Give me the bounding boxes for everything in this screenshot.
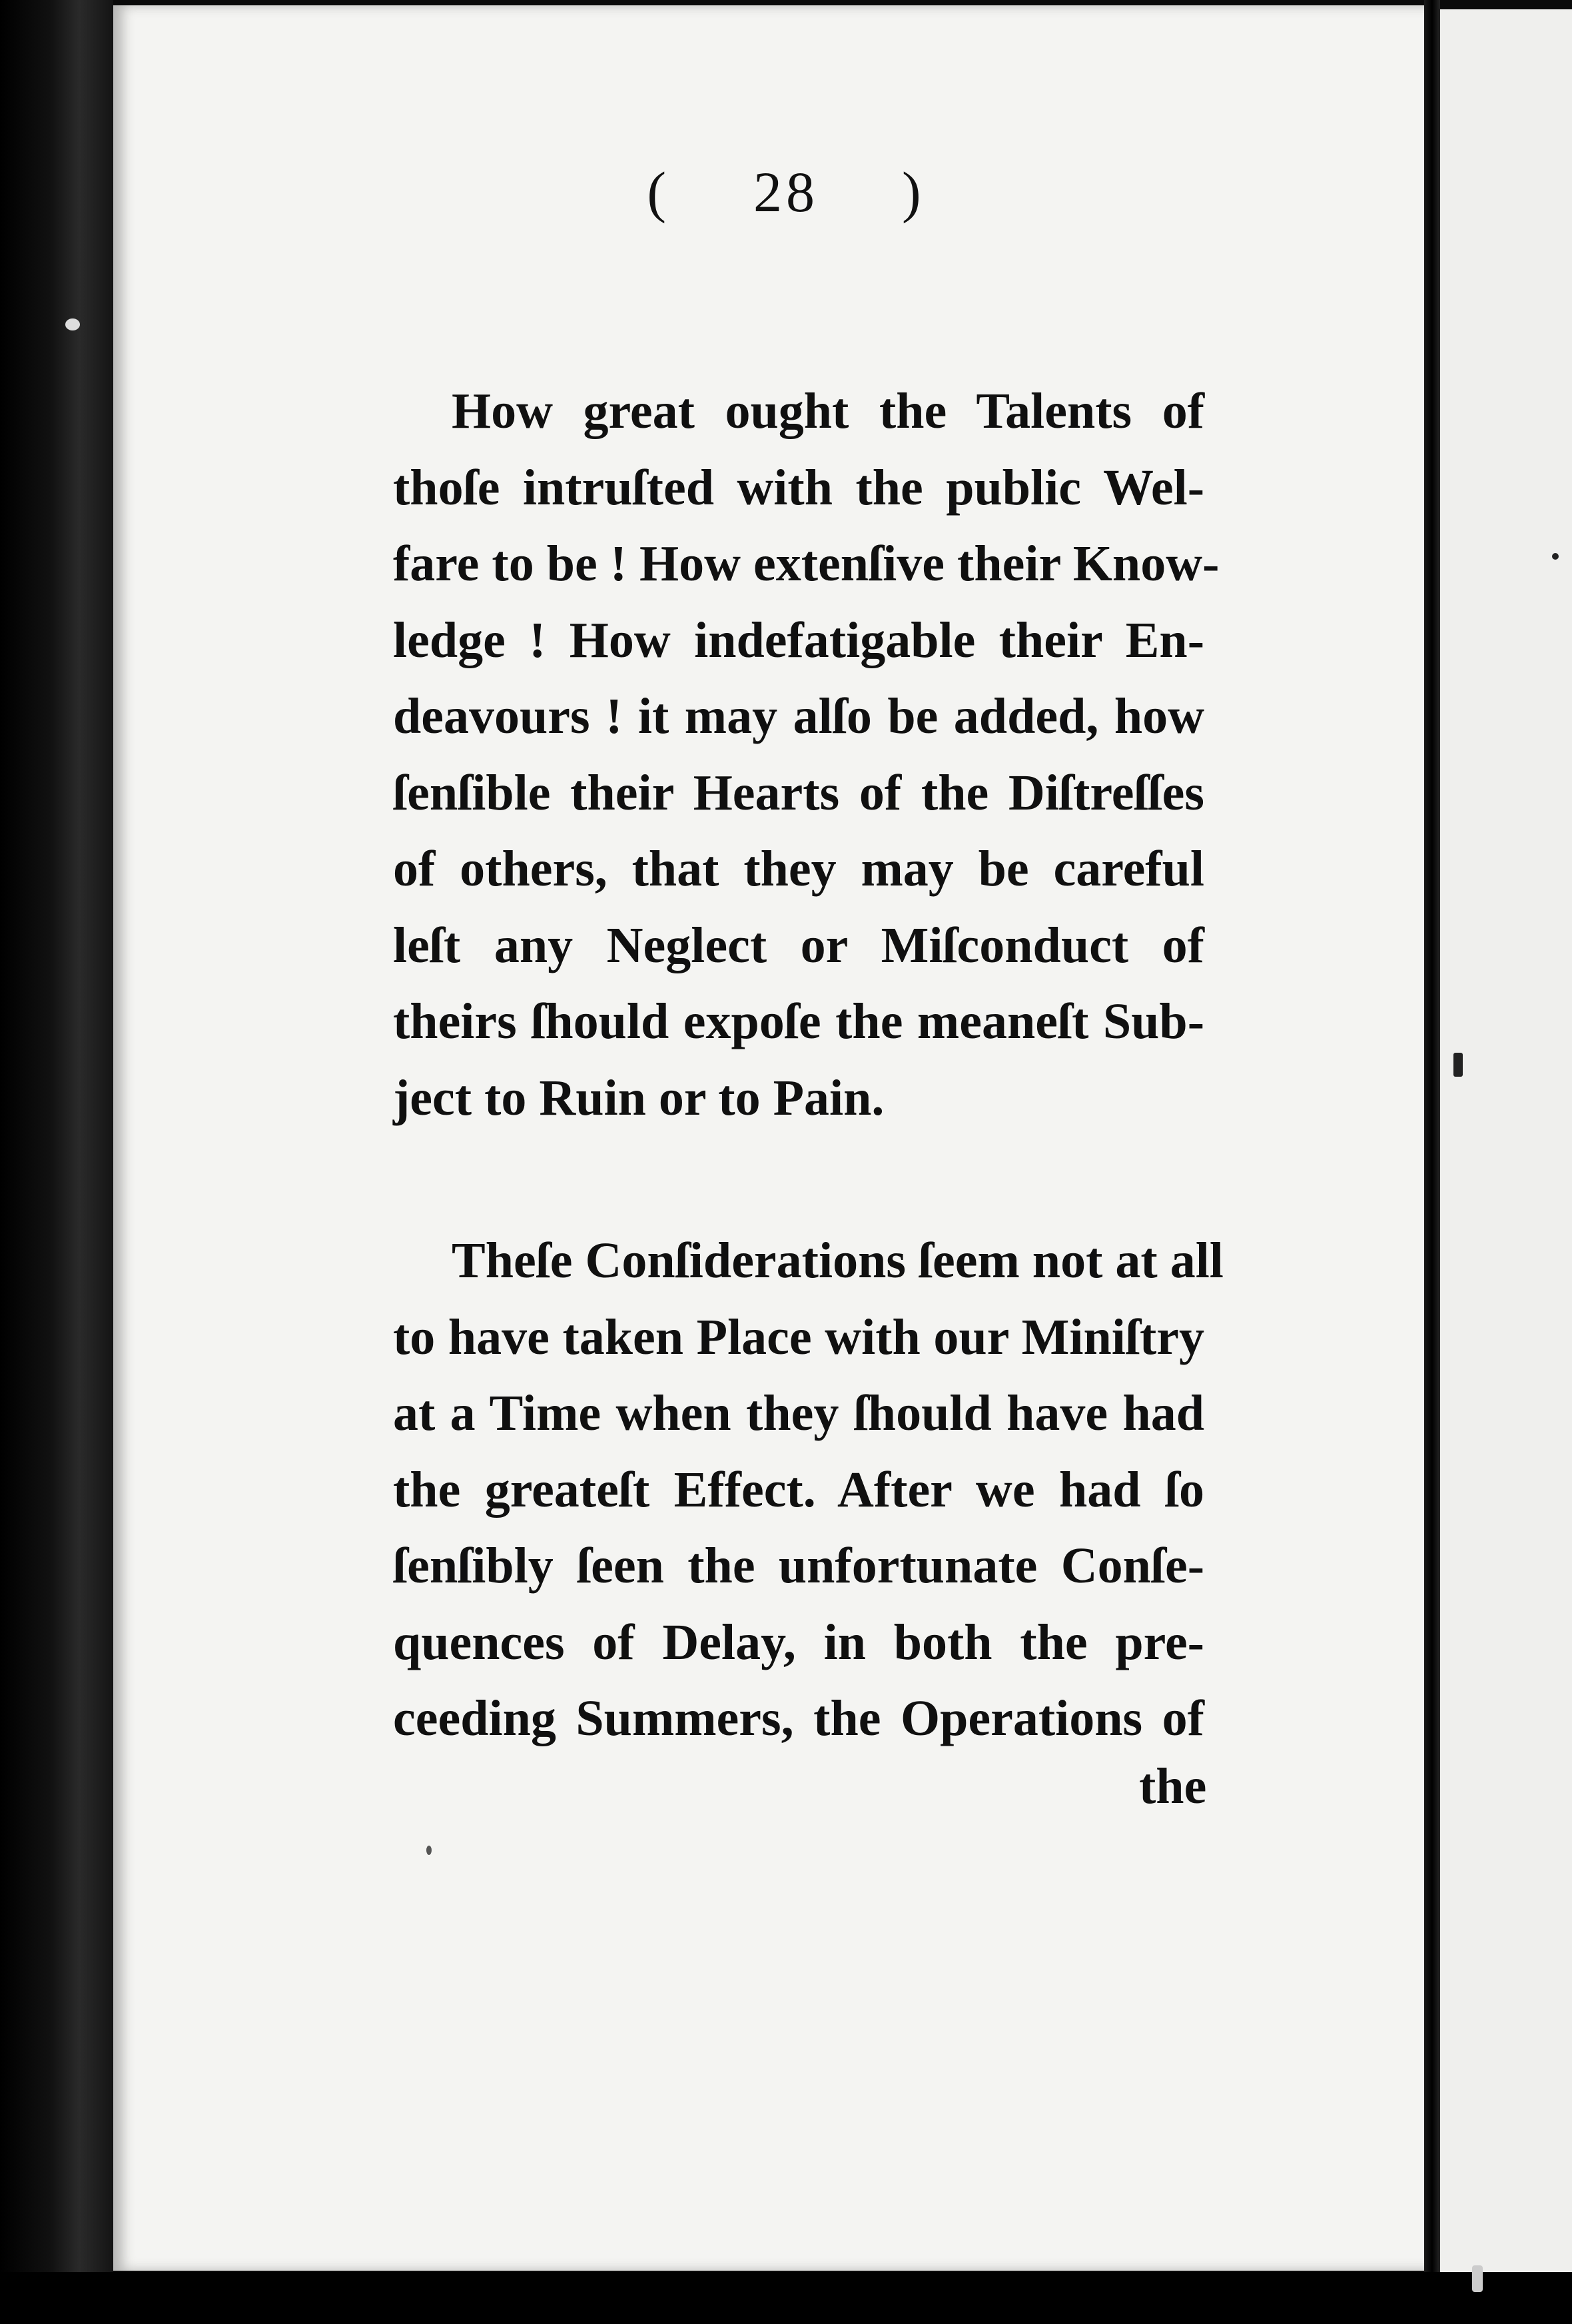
ink-speck xyxy=(1453,1053,1463,1077)
folio-close-paren: ) xyxy=(902,160,925,224)
text-line: fare to be ! How extenſive their Know- xyxy=(393,536,1220,592)
catchword: the xyxy=(1139,1758,1207,1814)
paragraph-1 xyxy=(393,373,1220,1136)
text-line: ledge ! How indefatigable their En- xyxy=(393,612,1204,668)
text-line: ſenſibly ſeen the unfortunate Conſe- xyxy=(393,1538,1204,1594)
text-line: ceeding Summers, the Operations of xyxy=(393,1690,1204,1746)
text-line: leſt any Neglect or Miſconduct of xyxy=(393,917,1204,973)
ink-speck xyxy=(1472,2265,1483,2292)
text-line: to have taken Place with our Miniſtry xyxy=(393,1309,1204,1365)
text-line: ject to Ruin or to Pain. xyxy=(393,1069,885,1126)
book-binding-edge xyxy=(0,0,113,2324)
paragraph-2 xyxy=(393,1223,1224,1757)
text-line: thoſe intruſted with the public Wel- xyxy=(393,459,1204,516)
page-number xyxy=(0,159,1572,225)
text-line: at a Time when they ſhould have had xyxy=(393,1385,1204,1441)
text-line: deavours ! it may alſo be added, how xyxy=(393,688,1204,744)
text-line: How great ought the Talents of xyxy=(452,383,1204,439)
ink-speck xyxy=(1552,553,1559,560)
text-line: ſenſible their Hearts of the Diſtreſſes xyxy=(393,764,1204,821)
page-gutter xyxy=(1424,0,1440,2279)
body-text xyxy=(393,373,1224,1757)
text-line: Theſe Conſiderations ſeem not at all xyxy=(452,1233,1224,1289)
text-line: the greateſt Effect. After we had ſo xyxy=(393,1461,1204,1518)
facing-page-edge xyxy=(1440,9,1572,2275)
text-line: of others, that they may be careful xyxy=(393,841,1204,897)
ink-speck xyxy=(65,318,80,330)
text-line: quences of Delay, in both the pre- xyxy=(393,1614,1204,1670)
scan-bottom-edge xyxy=(0,2272,1572,2324)
folio-open-paren: ( xyxy=(647,160,670,224)
folio-number: 28 xyxy=(753,160,819,224)
text-line: theirs ſhould expoſe the meaneſt Sub- xyxy=(393,993,1204,1049)
ink-speck xyxy=(426,1846,432,1855)
